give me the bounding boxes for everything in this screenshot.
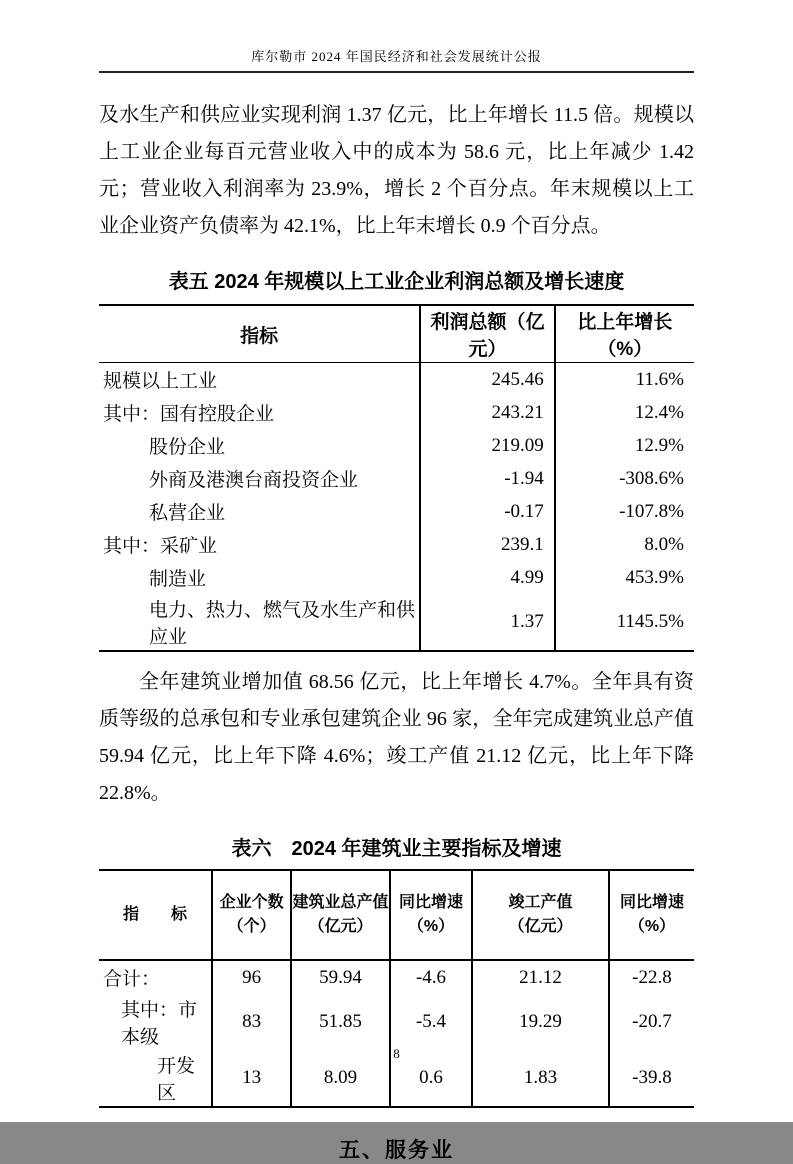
table-row [99, 594, 694, 651]
header-line: 指 标 [123, 906, 188, 923]
table6-header-yoy1 [390, 870, 472, 960]
growth-cell: 1145.5% [555, 594, 694, 651]
header-line: （亿元） [308, 918, 373, 935]
indicator-cell: 制造业 [149, 569, 207, 590]
table-row [99, 396, 694, 429]
value-cell: 59.94 [291, 960, 390, 994]
value-cell: 0.6 [390, 1050, 472, 1107]
value-cell: 1.83 [472, 1050, 609, 1107]
growth-cell: 453.9% [555, 561, 694, 594]
table5-title: 表五 2024 年规模以上工业企业利润总额及增长速度 [168, 271, 625, 293]
table6-header-completed [472, 870, 609, 960]
growth-cell: -107.8% [555, 495, 694, 528]
indicator-cell: 外商及港澳台商投资企业 [149, 470, 359, 491]
profit-cell: -0.17 [420, 495, 554, 528]
header-rule [99, 71, 694, 73]
header-line: 同比增速 [619, 894, 684, 911]
table5-header-growth: 比上年增长（%） [555, 305, 694, 363]
page-number: 8 [393, 1046, 400, 1061]
value-cell: 21.12 [472, 960, 609, 994]
paragraph-industry-profit: 及水生产和供应业实现利润 1.37 亿元，比上年增长 11.5 倍。规模以上工业企业每百元营业收入中的成本为 58.6 元，比上年减少 1.42 元；营业收入利润率为 23.9%，增长 2 个百分点。年末规模以上工业企业资产负债率为 42.1%，比上年末增长 0.9 个百分点。 [99, 104, 694, 237]
table6-title: 表六 2024 年建筑业主要指标及增速 [231, 838, 562, 860]
header-line: 竣工产值 [508, 894, 573, 911]
table5-header-indicator: 指标 [99, 305, 420, 363]
header-line: （个） [227, 918, 276, 935]
profit-cell: 4.99 [420, 561, 554, 594]
value-cell: 96 [212, 960, 291, 994]
paragraph-construction: 全年建筑业增加值 68.56 亿元，比上年增长 4.7%。全年具有资质等级的总承包和专业承包建筑企业 96 家，全年完成建筑业总产值 59.94 亿元，比上年下降 4.6%；竣工产值 21.12 亿元，比上年下降 22.8%。 [99, 671, 694, 804]
indicator-cell: 规模以上工业 [103, 371, 218, 392]
value-cell: 83 [212, 994, 291, 1050]
profit-cell: 245.46 [420, 363, 554, 397]
growth-cell: 8.0% [555, 528, 694, 561]
profit-cell: 219.09 [420, 429, 554, 462]
running-header [0, 0, 793, 65]
value-cell: 8.09 [291, 1050, 390, 1107]
table-row [99, 429, 694, 462]
value-cell: 51.85 [291, 994, 390, 1050]
table6-header-indicator [99, 870, 212, 960]
indicator-cell: 股份企业 [149, 437, 226, 458]
header-line: 建筑业总产值 [292, 894, 389, 911]
table5-industrial-profit [99, 304, 694, 652]
header-line: 企业个数 [219, 894, 284, 911]
table-row [99, 994, 694, 1050]
growth-cell: 12.4% [555, 396, 694, 429]
table6-header-yoy2 [609, 870, 694, 960]
table5-header-profit: 利润总额（亿元） [420, 305, 554, 363]
header-line: （%） [628, 918, 676, 935]
profit-cell: 1.37 [420, 594, 554, 651]
table6-header-row [99, 870, 694, 960]
header-line: 同比增速 [398, 894, 463, 911]
indicator-cell: 其中：国有控股企业 [103, 404, 275, 425]
value-cell: -4.6 [390, 960, 472, 994]
value-cell: -20.7 [609, 994, 694, 1050]
growth-cell: 11.6% [555, 363, 694, 397]
table6-header-output [291, 870, 390, 960]
table-row [99, 495, 694, 528]
table6-header-enterprises [212, 870, 291, 960]
header-line: （亿元） [508, 918, 573, 935]
growth-cell: -308.6% [555, 462, 694, 495]
running-header-title: 库尔勒市 2024 年国民经济和社会发展统计公报 [251, 49, 542, 64]
indicator-cell: 电力、热力、燃气及水生产和供应业 [149, 600, 416, 648]
indicator-cell: 合计： [103, 969, 161, 990]
profit-cell: -1.94 [420, 462, 554, 495]
value-cell: -5.4 [390, 994, 472, 1050]
table-row [99, 462, 694, 495]
header-line: （%） [407, 918, 455, 935]
indicator-cell: 开发区 [157, 1056, 196, 1104]
profit-cell: 243.21 [420, 396, 554, 429]
table5-header-row [99, 305, 694, 363]
indicator-cell: 其中：采矿业 [103, 536, 218, 557]
profit-cell: 239.1 [420, 528, 554, 561]
table-row [99, 528, 694, 561]
table-row [99, 960, 694, 994]
growth-cell: 12.9% [555, 429, 694, 462]
value-cell: 19.29 [472, 994, 609, 1050]
value-cell: -39.8 [609, 1050, 694, 1107]
table-row [99, 363, 694, 397]
indicator-cell: 其中：市本级 [121, 1000, 198, 1048]
table-row [99, 561, 694, 594]
value-cell: -22.8 [609, 960, 694, 994]
indicator-cell: 私营企业 [149, 503, 226, 524]
table6-construction-indicators [99, 869, 694, 1108]
page-content [99, 97, 694, 1164]
section-title-services: 五、服务业 [339, 1139, 454, 1162]
value-cell: 13 [212, 1050, 291, 1107]
